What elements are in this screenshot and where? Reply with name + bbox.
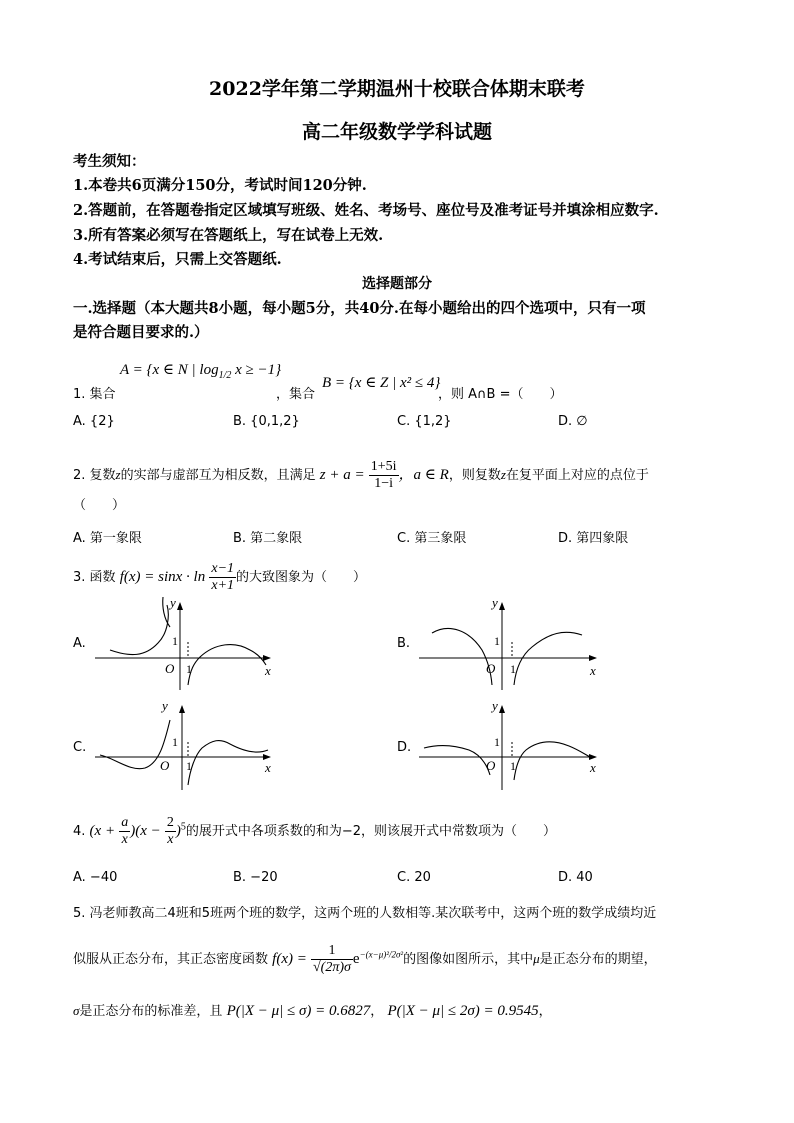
q3-graph-c	[90, 700, 290, 800]
axis-x-label: x	[265, 663, 271, 678]
exam-subtitle: 高二年级数学学科试题	[301, 121, 492, 143]
section-title: 选择题部分	[362, 276, 432, 292]
notice-item: 2.答题前，在答题卷指定区域填写班级、姓名、考场号、座位号及准考证号并填涂相应数字.	[73, 202, 659, 219]
notice-item: 3.所有答案必须写在答题纸上，写在试卷上无效.	[73, 227, 384, 244]
q1-suffix: ，则 A∩B =（ ）	[438, 387, 563, 402]
axis-x-label: x	[590, 663, 596, 678]
q1-option-b: B. {0,1,2}	[233, 414, 300, 429]
q1-mid: ，集合	[276, 387, 316, 402]
axis-y-label: y	[492, 595, 498, 610]
q1-option-a: A. {2}	[73, 414, 115, 429]
q2-option-a: A. 第一象限	[73, 531, 142, 546]
section-instruction: 一.选择题（本大题共8小题，每小题5分，共40分.在每小题给出的四个选项中，只有一项	[73, 300, 646, 317]
axis-x-label: x	[265, 760, 271, 775]
q3-graph-a	[90, 595, 290, 695]
q2-option-b: B. 第二象限	[233, 531, 303, 546]
q2-option-d: D. 第四象限	[558, 531, 629, 546]
q1-option-d: D. ∅	[558, 414, 588, 429]
q1-prefix: 1. 集合	[73, 387, 116, 402]
q4-option-a: A. −40	[73, 870, 118, 885]
q2-line: 2. 复数z的实部与虚部互为相反数，且满足 z + a = $\frac{1+5i}{1-i}$ ，a ∈ R，则复数z在复平面上对应的点位于	[73, 459, 649, 491]
tick-label: 1	[494, 634, 500, 648]
q3-graph-b	[414, 595, 614, 695]
tick-label: 1	[186, 759, 192, 773]
q4-option-b: B. −20	[233, 870, 278, 885]
origin-label: O	[165, 661, 175, 676]
q5-line1: 5. 冯老师教高二4班和5班两个班的数学，这两个班的人数相等.某次联考中，这两个班的数学成绩均近	[73, 906, 657, 921]
notice-item: 1.本卷共6页满分150分，考试时间120分钟.	[73, 177, 367, 194]
q4-option-c: C. 20	[397, 870, 431, 885]
q1-set-b: B = {x ∈ Z | x² ≤ 4}	[322, 375, 441, 391]
q5-line2: 似服从正态分布，其正态密度函数 f(x) = $\frac{1}{√(2\pi)\sigma}$ $e^{-(x-\mu)^2/2\sigma^2}$的图像如图所示，其中μ是正态分布的期望，	[73, 943, 657, 975]
exam-title: 2022学年第二学期温州十校联合体期末联考	[209, 78, 585, 100]
q1-set-a: A = {x ∈ N | $\log_{1/2} x \ge -1$}	[120, 362, 282, 381]
axis-y-label: y	[162, 700, 168, 713]
notice-heading: 考生须知：	[73, 153, 146, 170]
axis-y-label: y	[492, 700, 498, 713]
q4-option-d: D. 40	[558, 870, 593, 885]
q2-paren: （ ）	[73, 498, 126, 513]
q5-line3: σ是正态分布的标准差，且 P(|X − μ| ≤ σ) = 0.6827， P(|X − μ| ≤ 2σ) = 0.9545，	[73, 1003, 552, 1019]
origin-label: O	[486, 661, 496, 676]
notice-item: 4.考试结束后，只需上交答题纸.	[73, 251, 282, 268]
q3-graph-d	[414, 700, 614, 800]
tick-label: 1	[510, 662, 516, 676]
tick-label: 1	[510, 759, 516, 773]
q2-option-c: C. 第三象限	[397, 531, 467, 546]
tick-label: 1	[186, 662, 192, 676]
tick-label: 1	[172, 735, 178, 749]
q3-option-a-label: A.	[73, 636, 86, 651]
origin-label: O	[486, 758, 496, 773]
q1-option-c: C. {1,2}	[397, 414, 452, 429]
q3-option-c-label: C.	[73, 740, 87, 755]
tick-label: 1	[494, 735, 500, 749]
axis-x-label: x	[590, 760, 596, 775]
section-instruction-cont: 是符合题目要求的.）	[73, 324, 209, 341]
axis-y-label: y	[170, 595, 176, 610]
q3-option-d-label: D.	[397, 740, 412, 755]
q3-line: 3. 函数 f(x) = sinx · ln $\frac{x-1}{x+1}$ 的大致图象为（ ）	[73, 561, 367, 593]
q3-option-b-label: B.	[397, 636, 411, 651]
q4-line: 4. (x + $\frac{a}{x}$ )(x − $\frac{2}{x}$ )$^5$的展开式中各项系数的和为−2，则该展开式中常数项为（ ）	[73, 815, 557, 847]
tick-label: 1	[172, 634, 178, 648]
origin-label: O	[160, 758, 170, 773]
